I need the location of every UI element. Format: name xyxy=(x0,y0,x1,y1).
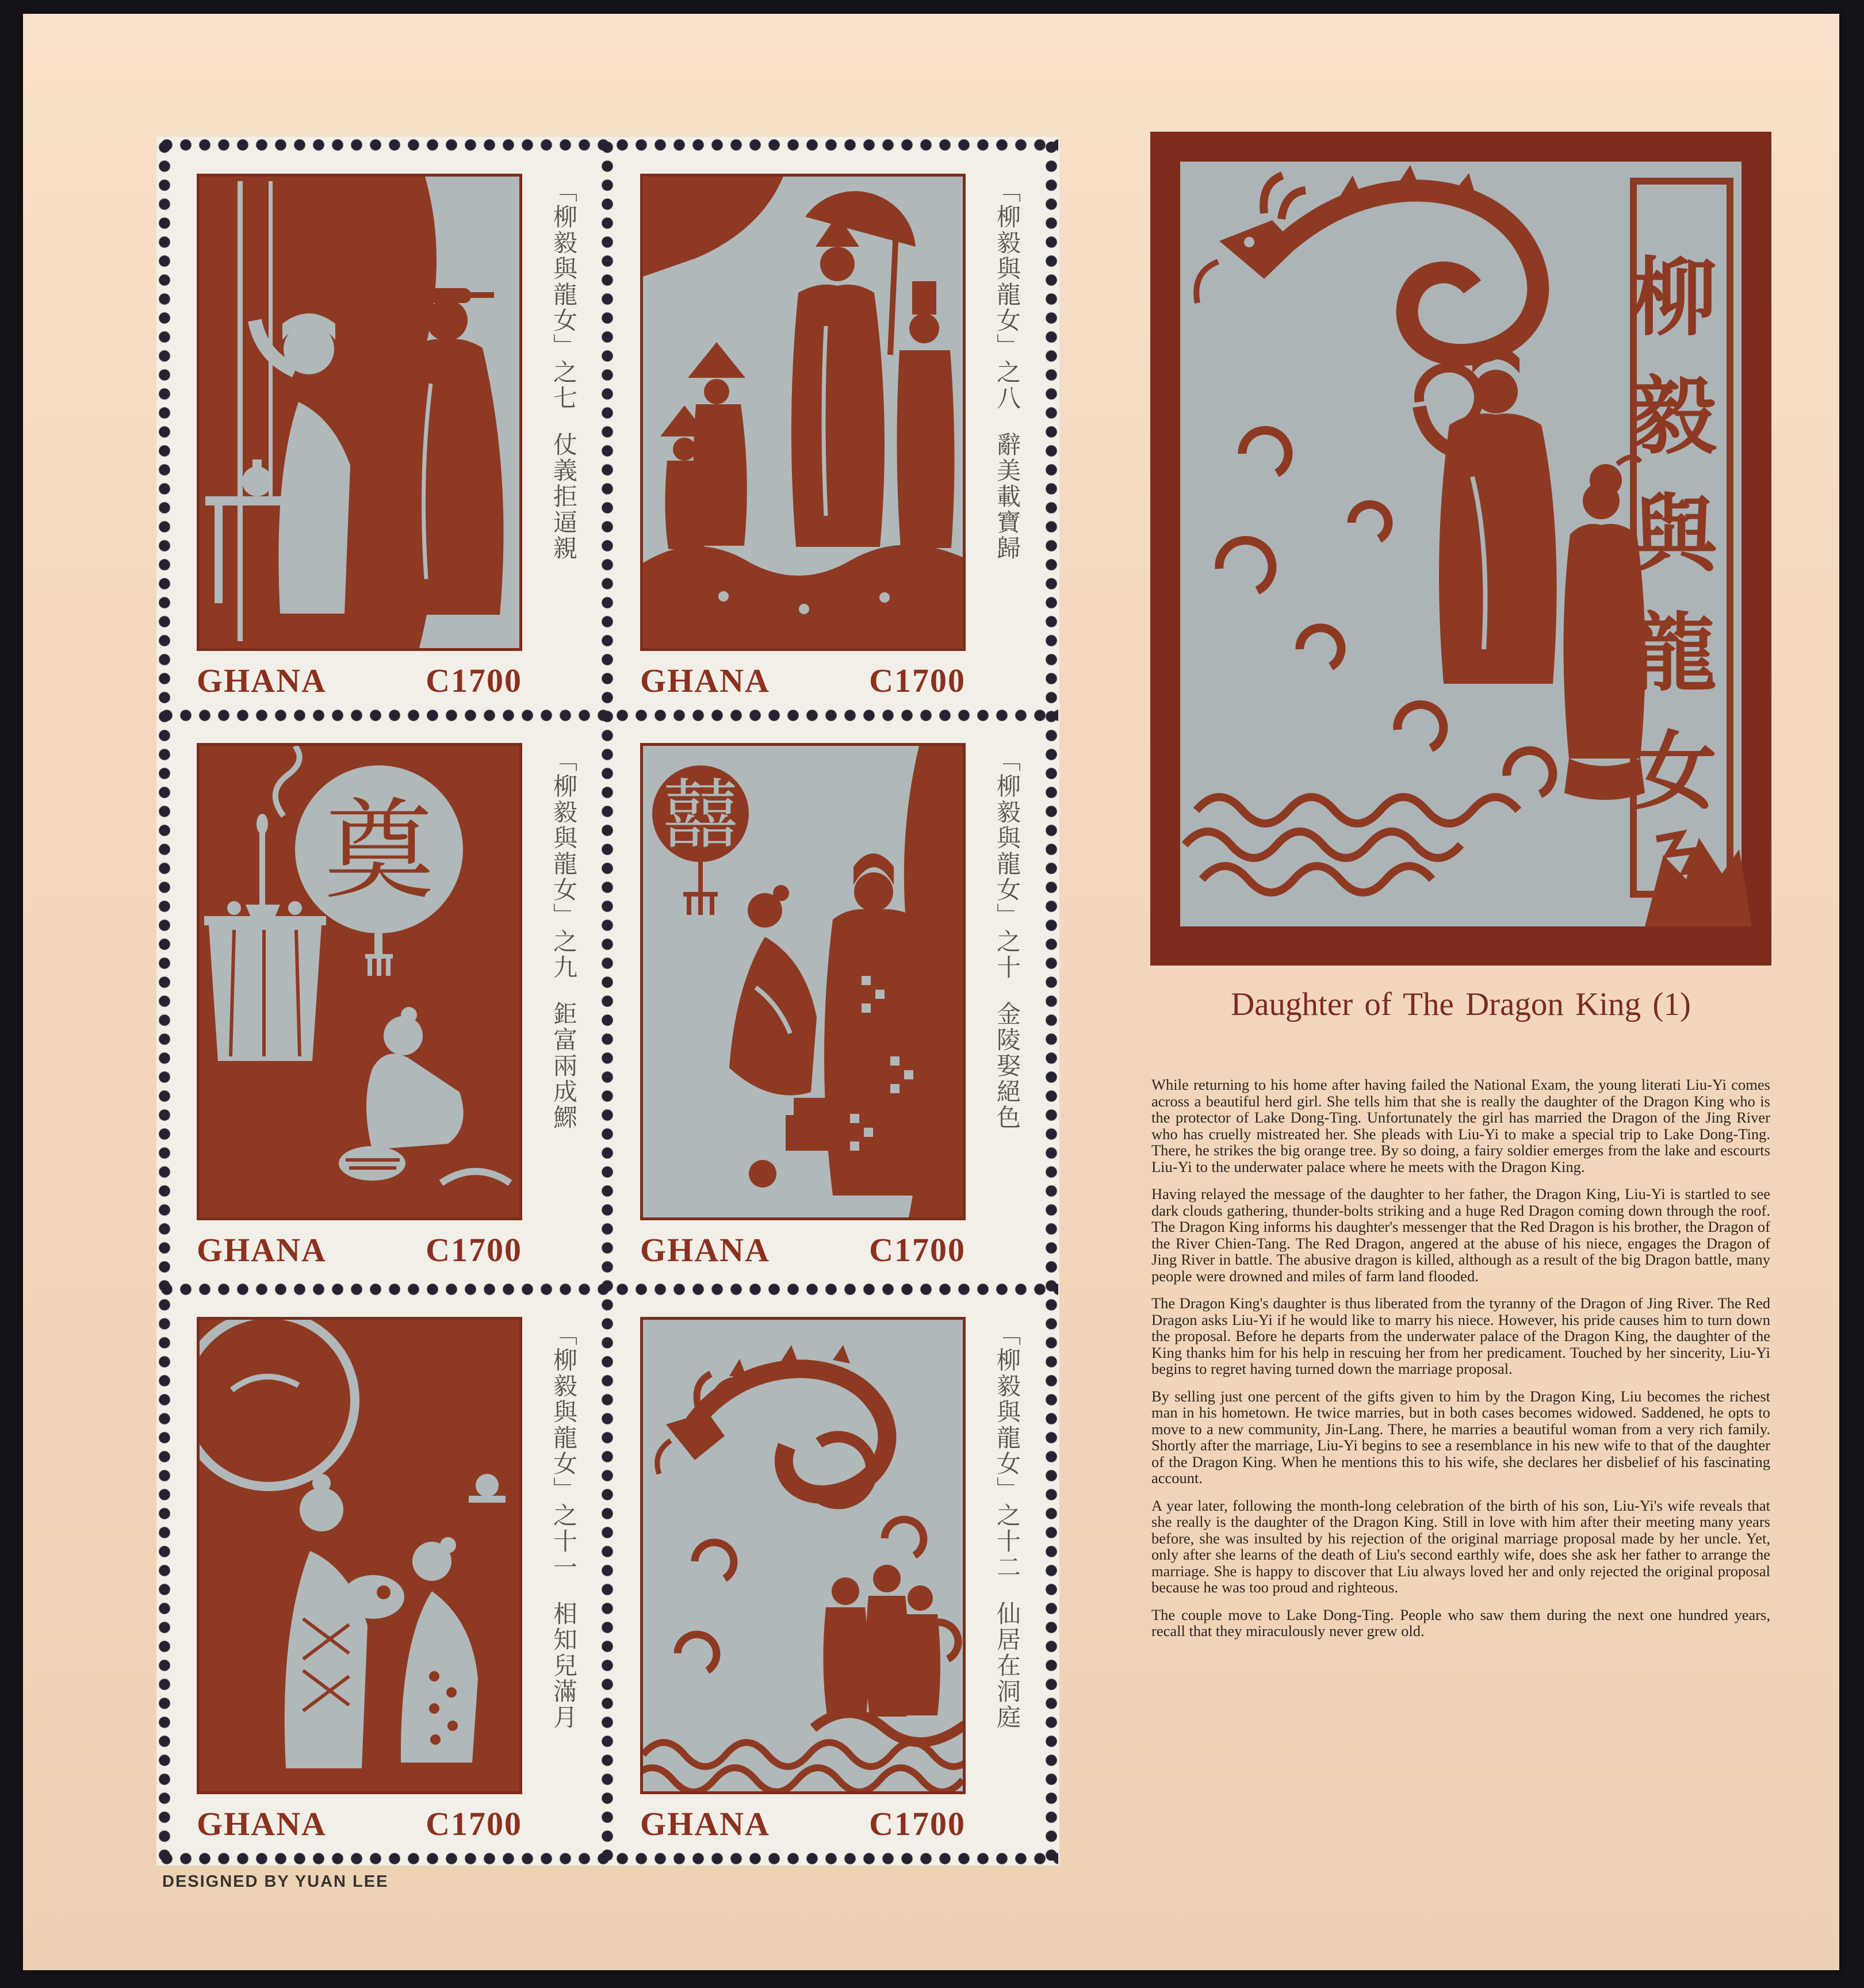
story-paragraph: The couple move to Lake Dong-Ting. People who saw them during the next one hundred years, recall that they miraculously never grew old. xyxy=(1151,1606,1770,1640)
story-paragraph: The Dragon King's daughter is thus liberated from the tyranny of the Dragon of Jing River. The Red Dragon asks Liu-Yi if he would like to marry his niece. However, his pride causes him to turn down the proposal. Before he departs from the underwater palace of the Dragon King, the daughter of the King thanks him for his help in rescuing her from her predicament. Touched by her sincerity, Liu-Yi begins to regret having turned down the marriage proposal. xyxy=(1151,1294,1770,1377)
stamp-7-inscription xyxy=(197,661,522,700)
perforation-column xyxy=(1044,138,1058,1864)
series-title: 「柳毅與龍女」之十 xyxy=(993,748,1021,980)
scene-title: 仙居在洞庭 xyxy=(993,1601,1021,1730)
souvenir-sheet xyxy=(23,14,1839,1970)
series-title: 「柳毅與龍女」之八 xyxy=(993,178,1021,411)
stamp-7-caption xyxy=(536,178,591,645)
country-name: GHANA xyxy=(197,662,327,699)
stamp-11-inscription xyxy=(197,1805,522,1843)
stamp-7 xyxy=(171,152,601,707)
story-title: Daughter of The Dragon King (1) xyxy=(1231,986,1691,1022)
stamp-9-caption xyxy=(536,748,591,1215)
country-name: GHANA xyxy=(640,1231,770,1269)
story-text xyxy=(1151,1077,1770,1650)
stamp-12-inscription xyxy=(640,1805,966,1843)
stamp-11 xyxy=(171,1295,601,1851)
perforation-column xyxy=(600,138,614,1864)
stamp-12 xyxy=(615,1295,1044,1851)
denomination: C1700 xyxy=(426,662,522,699)
scene-title: 仗義拒逼親 xyxy=(550,432,578,561)
designer-credit: DESIGNED BY YUAN LEE xyxy=(162,1872,389,1891)
denomination: C1700 xyxy=(869,1805,966,1843)
panel-calligraphy-banner: 柳毅與龍女 xyxy=(1618,252,1718,845)
stamp-7-artwork xyxy=(197,174,522,651)
scene-title: 辭美載寶歸 xyxy=(993,432,1021,561)
story-paragraph: By selling just one percent of the gifts given to him by the Dragon King, Liu becomes the richest man in his hometown. He twice marries, but in both cases becomes widowed. Saddened, he opts to move to a new community, Jin-Lang. There, he marries a beautiful woman from a very rich family. Shortly after the marriage, Liu-Yi begins to see a resemblance in his new wife to that of the daughter of the Dragon King. When he mentions this to his wife, she declares her disbelief of his fascinating account. xyxy=(1151,1387,1770,1487)
scene-title: 相知兒滿月 xyxy=(550,1601,578,1730)
stamp-11-artwork xyxy=(197,1317,522,1794)
denomination: C1700 xyxy=(869,1231,966,1269)
stamp-11-caption xyxy=(536,1321,591,1788)
double-happiness-character: 囍 xyxy=(663,773,738,858)
denomination: C1700 xyxy=(426,1231,522,1269)
stamp-12-caption xyxy=(979,1321,1035,1788)
country-name: GHANA xyxy=(640,1805,770,1843)
stamp-8-artwork xyxy=(640,174,966,651)
stamp-9-artwork xyxy=(197,743,522,1220)
story-paragraph: Having relayed the message of the daughter to her father, the Dragon King, Liu-Yi is startled to see dark clouds gathering, thunder-bolts striking and a huge Red Dragon coming down through the roof. The Dragon King informs his daughter's messenger that the Red Dragon is his brother, the Dragon of the River Chien-Tang. The Red Dragon, angered at the abuse of his niece, engages the Dragon of Jing River in battle. The abusive dragon is killed, although as a result of the big Dragon battle, many people were drowned and miles of farm land flooded. xyxy=(1151,1185,1770,1285)
stamp-10-artwork xyxy=(640,743,966,1220)
country-name: GHANA xyxy=(197,1231,327,1269)
scene-title: 金陵娶絕色 xyxy=(993,1001,1021,1131)
series-title: 「柳毅與龍女」之十二 xyxy=(993,1321,1021,1580)
stamp-9-inscription xyxy=(197,1231,522,1269)
stamp-10-inscription xyxy=(640,1231,966,1269)
story-paragraph: While returning to his home after having failed the National Exam, the young literati Liu-Yi comes across a beautiful herd girl. She tells him that she is really the daughter of the Dragon King who is the protector of Lake Dong-Ting. Unfortunately the girl has married the Dragon of the Jing River who has cruelly mistreated her. She pleads with Liu-Yi to make a special trip to Lake Dong-Ting. There, he strikes the big orange tree. By so doing, a fairy soldier emerges from the lake and escourts Liu-Yi to the underwater palace where he meets with the Dragon King. xyxy=(1151,1076,1770,1175)
denomination: C1700 xyxy=(869,662,966,699)
stamp-10 xyxy=(615,721,1044,1277)
series-title: 「柳毅與龍女」之九 xyxy=(550,748,578,980)
stamp-12-artwork xyxy=(640,1317,966,1794)
series-title: 「柳毅與龍女」之七 xyxy=(550,178,578,411)
stamp-9 xyxy=(171,721,601,1277)
country-name: GHANA xyxy=(640,662,770,699)
denomination: C1700 xyxy=(426,1805,522,1843)
country-name: GHANA xyxy=(197,1805,327,1843)
story-paragraph: A year later, following the month-long celebration of the birth of his son, Liu-Yi's wife reveals that she really is the daughter of the Dragon King. Still in love with him after their meeting many years before, she was insulted by his rejection of the original marriage proposal made by her uncle. Yet, only after she learns of the death of Liu's second earthly wife, does she ask her father to arrange the marriage. She is happy to discover that Liu always loved her and only rejected the original proposal because he was too proud and righteous. xyxy=(1151,1496,1770,1596)
series-title: 「柳毅與龍女」之十一 xyxy=(550,1321,578,1580)
stamp-pane xyxy=(156,137,1059,1866)
stamp-8 xyxy=(615,152,1044,707)
scene-title: 鉅富兩成鰥 xyxy=(550,1001,578,1131)
stamp-10-caption xyxy=(979,748,1035,1215)
offering-character: 奠 xyxy=(324,792,434,913)
stamp-8-caption xyxy=(979,178,1035,645)
perforation-column xyxy=(158,138,171,1864)
stamp-8-inscription xyxy=(640,661,966,700)
